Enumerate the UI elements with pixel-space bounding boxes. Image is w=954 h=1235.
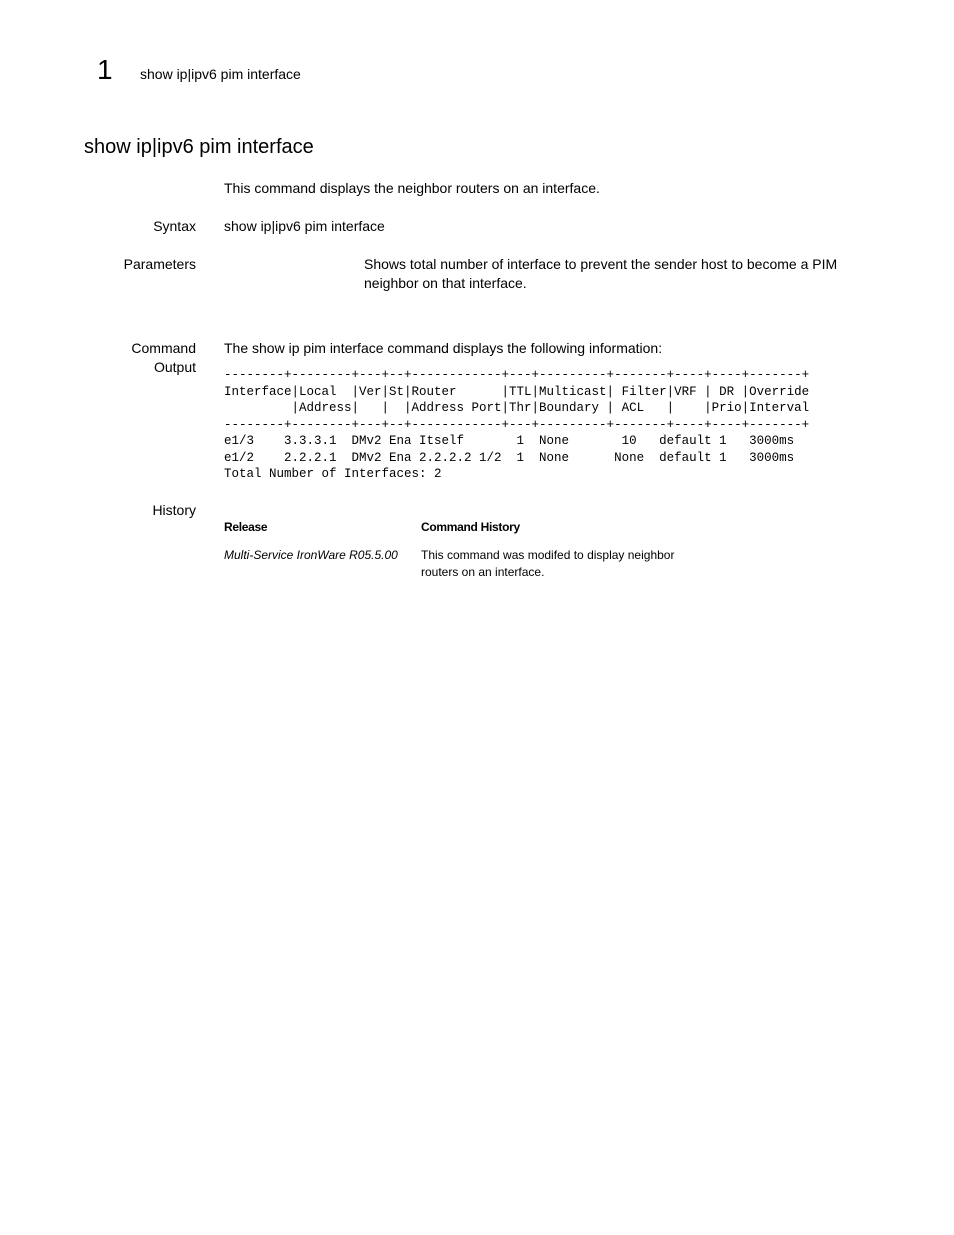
- history-release-value: Multi-Service IronWare R05.5.00: [224, 548, 398, 562]
- parameters-label: Parameters: [123, 256, 196, 272]
- intro-suffix: command displays the following information:: [383, 340, 663, 356]
- output-line: Interface|Local |Ver|St|Router |TTL|Multicast| Filter|VRF | DR |Override: [224, 384, 810, 399]
- output-line: e1/3 3.3.3.1 DMv2 Ena Itself 1 None 10 default 1 3000ms: [224, 434, 795, 448]
- history-description-value: This command was modifed to display neighbor routers on an interface.: [421, 548, 675, 579]
- history-label: History: [152, 502, 196, 518]
- section-title: show ip|ipv6 pim interface: [84, 136, 314, 158]
- syntax-text: show ip|ipv6 pim interface: [224, 218, 385, 234]
- intro-prefix: The: [224, 340, 253, 356]
- command-output-block: [224, 367, 809, 483]
- command-output-intro: [224, 339, 662, 358]
- chapter-number: 1: [97, 54, 113, 85]
- output-line: e1/2 2.2.2.1 DMv2 Ena 2.2.2.2 1/2 1 None None default 1 3000ms: [224, 450, 795, 465]
- output-line: |Address| | |Address Port|Thr|Boundary | ACL | |Prio|Interval: [224, 401, 810, 415]
- history-column-command-history: Command History: [421, 520, 520, 534]
- output-line: --------+--------+---+--+------------+---+---------+-------+----+----+-------+: [224, 368, 810, 382]
- section-description: This command displays the neighbor routers on an interface.: [224, 180, 600, 196]
- intro-command: show ip pim interface: [252, 340, 384, 356]
- history-column-release: Release: [224, 520, 268, 534]
- command-output-label-line2: Output: [153, 359, 196, 375]
- output-line: --------+--------+---+--+------------+---+---------+-------+----+----+-------+: [224, 417, 810, 432]
- output-line: Total Number of Interfaces: 2: [224, 467, 442, 481]
- running-header: show ip|ipv6 pim interface: [140, 66, 301, 82]
- syntax-label: Syntax: [153, 218, 196, 234]
- command-output-label-line1: Command: [131, 340, 196, 356]
- parameter-description: Shows total number of interface to prevent the sender host to become a PIM neighbor on that interface.: [364, 256, 838, 291]
